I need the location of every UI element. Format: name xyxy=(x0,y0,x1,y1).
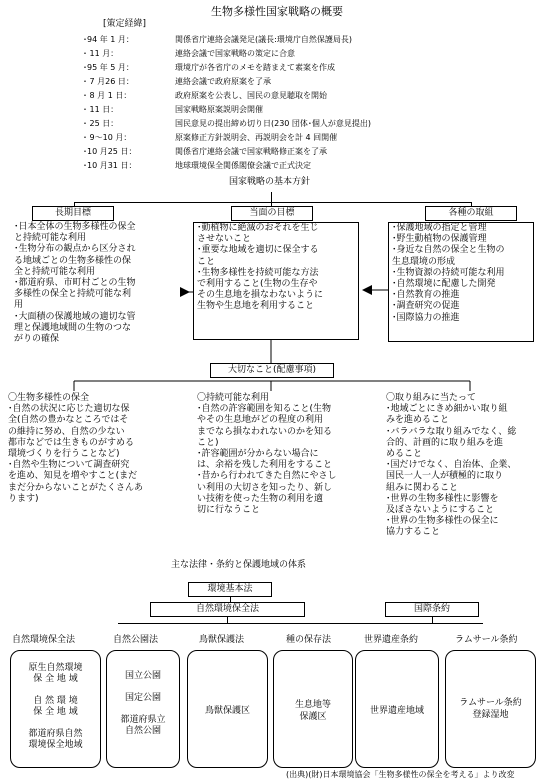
history-text: 原案修正方針説明会、再説明会を計 4 回開催 xyxy=(175,133,338,142)
connector-line xyxy=(432,617,433,623)
nature-env-law-box: 自然環境保全法 xyxy=(150,602,305,617)
law-title-wildlife: 鳥獣保護法 xyxy=(199,635,245,645)
law-title-nature-env: 自然環境保全法 xyxy=(12,635,76,645)
conservation-list: 〇生物多様性の保全 ･自然の状況に応じた適切な保 全(自然の豊かなところではそ の維持に努め、自然の少ない 都市などでは生きものがすめる 環境づくりを行うことなど) ･自然や生物について調査研究 を進め、知見を増やすこと(まだ まだ分からないことがたくさんあ ります) xyxy=(8,393,144,504)
history-text: 環境庁が各省庁のメモを踏まえて素案を作成 xyxy=(175,63,335,72)
approach-list: 〇取り組みに当たって ･地域ごとにきめ細かい取り組 みを進めること ･バラバラな取り組みでなく、総 合的、計画的に取り組みを進 めること ･国だけでなく、自治体、企業、 国民一人一人が積極的に取り 組みに関わること ･世界の生物多様性に影響を 及ぼさないようにすること ･世界の生物多様性の保全に 協力すること xyxy=(386,393,517,538)
measures-list: ･保護地域の指定と管理 ･野生動植物の保護管理 ･身近な自然の保全と生物の 生息環境の形成 ･生物資源の持続可能な利用 ･自然環境に配慮した開発 ･自然教育の推進 ･調査研究の促進 ･国際協力の推進 xyxy=(392,223,505,323)
page-title: 生物多様性国家戦略の概要 xyxy=(211,5,343,18)
history-text: 政府原案を公表し、国民の意見聴取を開始 xyxy=(175,91,327,100)
history-text: 連絡会議で政府原案を了承 xyxy=(175,77,271,86)
immediate-goal-list: ･動植物に絶滅のおそれを生じ させないこと ･重要な地域を適切に保全する こと ･生物多様性を持続可能な方法 で利用すること(生物の生存や その生息地を損なわないように 生物や生息地を利用すること xyxy=(197,223,324,312)
history-date: ･95 年 5 月： xyxy=(83,63,134,72)
protected-area-list: ラムサール条約 登録湿地 xyxy=(459,698,522,720)
protected-area-list: 国立公園 国定公園 都道府県立 自然公園 xyxy=(120,671,166,736)
history-heading: [策定経緯] xyxy=(103,19,147,29)
history-date: ･10 月31 日： xyxy=(83,161,137,170)
laws-section-title: 主な法律・条約と保護地域の体系 xyxy=(171,560,307,570)
history-date: ･ 8 月 1 日： xyxy=(83,91,132,100)
law-title-ramsar: ラムサール条約 xyxy=(455,635,518,645)
history-date: ･ 11 月： xyxy=(83,49,119,58)
history-text: 関係省庁連絡会議発足(議長:環境庁自然保護局長) xyxy=(175,35,352,44)
history-date: ･ 11 日： xyxy=(83,105,119,114)
long-term-goal-list: ･日本全体の生物多様性の保全 と持続可能な利用 ･生物分布の観点から区分され る地域ごとの生物多様性の保 全と持続可能な利用 ･都道府県、市町村ごとの生物 多様性の保全と持続可能な利 用 ･大面積の保護地域の適切な管 理と保護地域間の生物のつな がりの確保 xyxy=(14,222,136,345)
history-date: ･ 9～10 月： xyxy=(83,133,132,142)
law-title-world-heritage: 世界遺産条約 xyxy=(364,635,419,645)
history-date: ･ 7 月26 日： xyxy=(83,77,134,86)
history-text: 関係省庁連絡会議で国家戦略修正案を了承 xyxy=(175,147,327,156)
measures-heading: 各種の取組 xyxy=(425,206,517,221)
protected-area-list: 鳥獣保護区 xyxy=(204,706,250,716)
law-title-nature-park: 自然公園法 xyxy=(113,635,159,645)
history-date: ･94 年 1 月： xyxy=(83,35,134,44)
protected-area-box xyxy=(355,650,439,768)
history-date: ･ 25 日： xyxy=(83,119,119,128)
history-text: 連絡会議で国家戦略の策定に合意 xyxy=(175,49,295,58)
protected-area-box xyxy=(187,650,268,768)
connector-line xyxy=(227,617,228,623)
history-text: 地球環境保全関係閣僚会議で正式決定 xyxy=(175,161,311,170)
intl-treaty-box: 国際条約 xyxy=(385,602,479,617)
history-date: ･10 月25 日： xyxy=(83,147,137,156)
history-text: 国民意見の提出締め切り日(230 団体･個人が意見提出) xyxy=(175,119,372,128)
long-term-goal-heading: 長期目標 xyxy=(32,206,114,221)
important-heading: 大切なこと(配慮事項) xyxy=(210,363,334,378)
history-text: 国家戦略原案説明会開催 xyxy=(175,105,263,114)
arrow-left-icon xyxy=(362,285,372,295)
protected-area-list: 世界遺産地域 xyxy=(369,706,424,716)
protected-area-list: 生息地等 保護区 xyxy=(294,700,331,722)
protected-area-box xyxy=(106,650,180,768)
sustainable-use-list: 〇持続可能な利用 ･自然の許容範囲を知ること(生物 やその生息地がどの程度の利用 までなら損なわれないのかを知る こと) ･許容範囲が分からない場合に は、余裕を残した利用をすること ･昔から行われてきた自然にやさし い利用の大切さを知ったり、新し い技術を使った生物の利用を適 切に行なうこと xyxy=(197,393,337,516)
protected-area-box xyxy=(10,650,101,768)
protected-area-box xyxy=(273,650,353,768)
immediate-goal-heading: 当面の目標 xyxy=(231,206,313,221)
connector-line xyxy=(118,623,483,624)
basic-policy-label: 国家戦略の基本方針 xyxy=(229,177,311,187)
protected-area-list: 原生自然環境 保 全 地 域 自 然 環 境 保 全 地 域 都道府県自然 環境保全地域 xyxy=(28,663,83,750)
env-basic-law-box: 環境基本法 xyxy=(188,582,272,597)
source-note: (出典)(財)日本環境協会「生物多様性の保全を考える」より改変 xyxy=(286,770,515,779)
law-title-species: 種の保存法 xyxy=(286,635,332,645)
protected-area-box xyxy=(445,650,536,768)
